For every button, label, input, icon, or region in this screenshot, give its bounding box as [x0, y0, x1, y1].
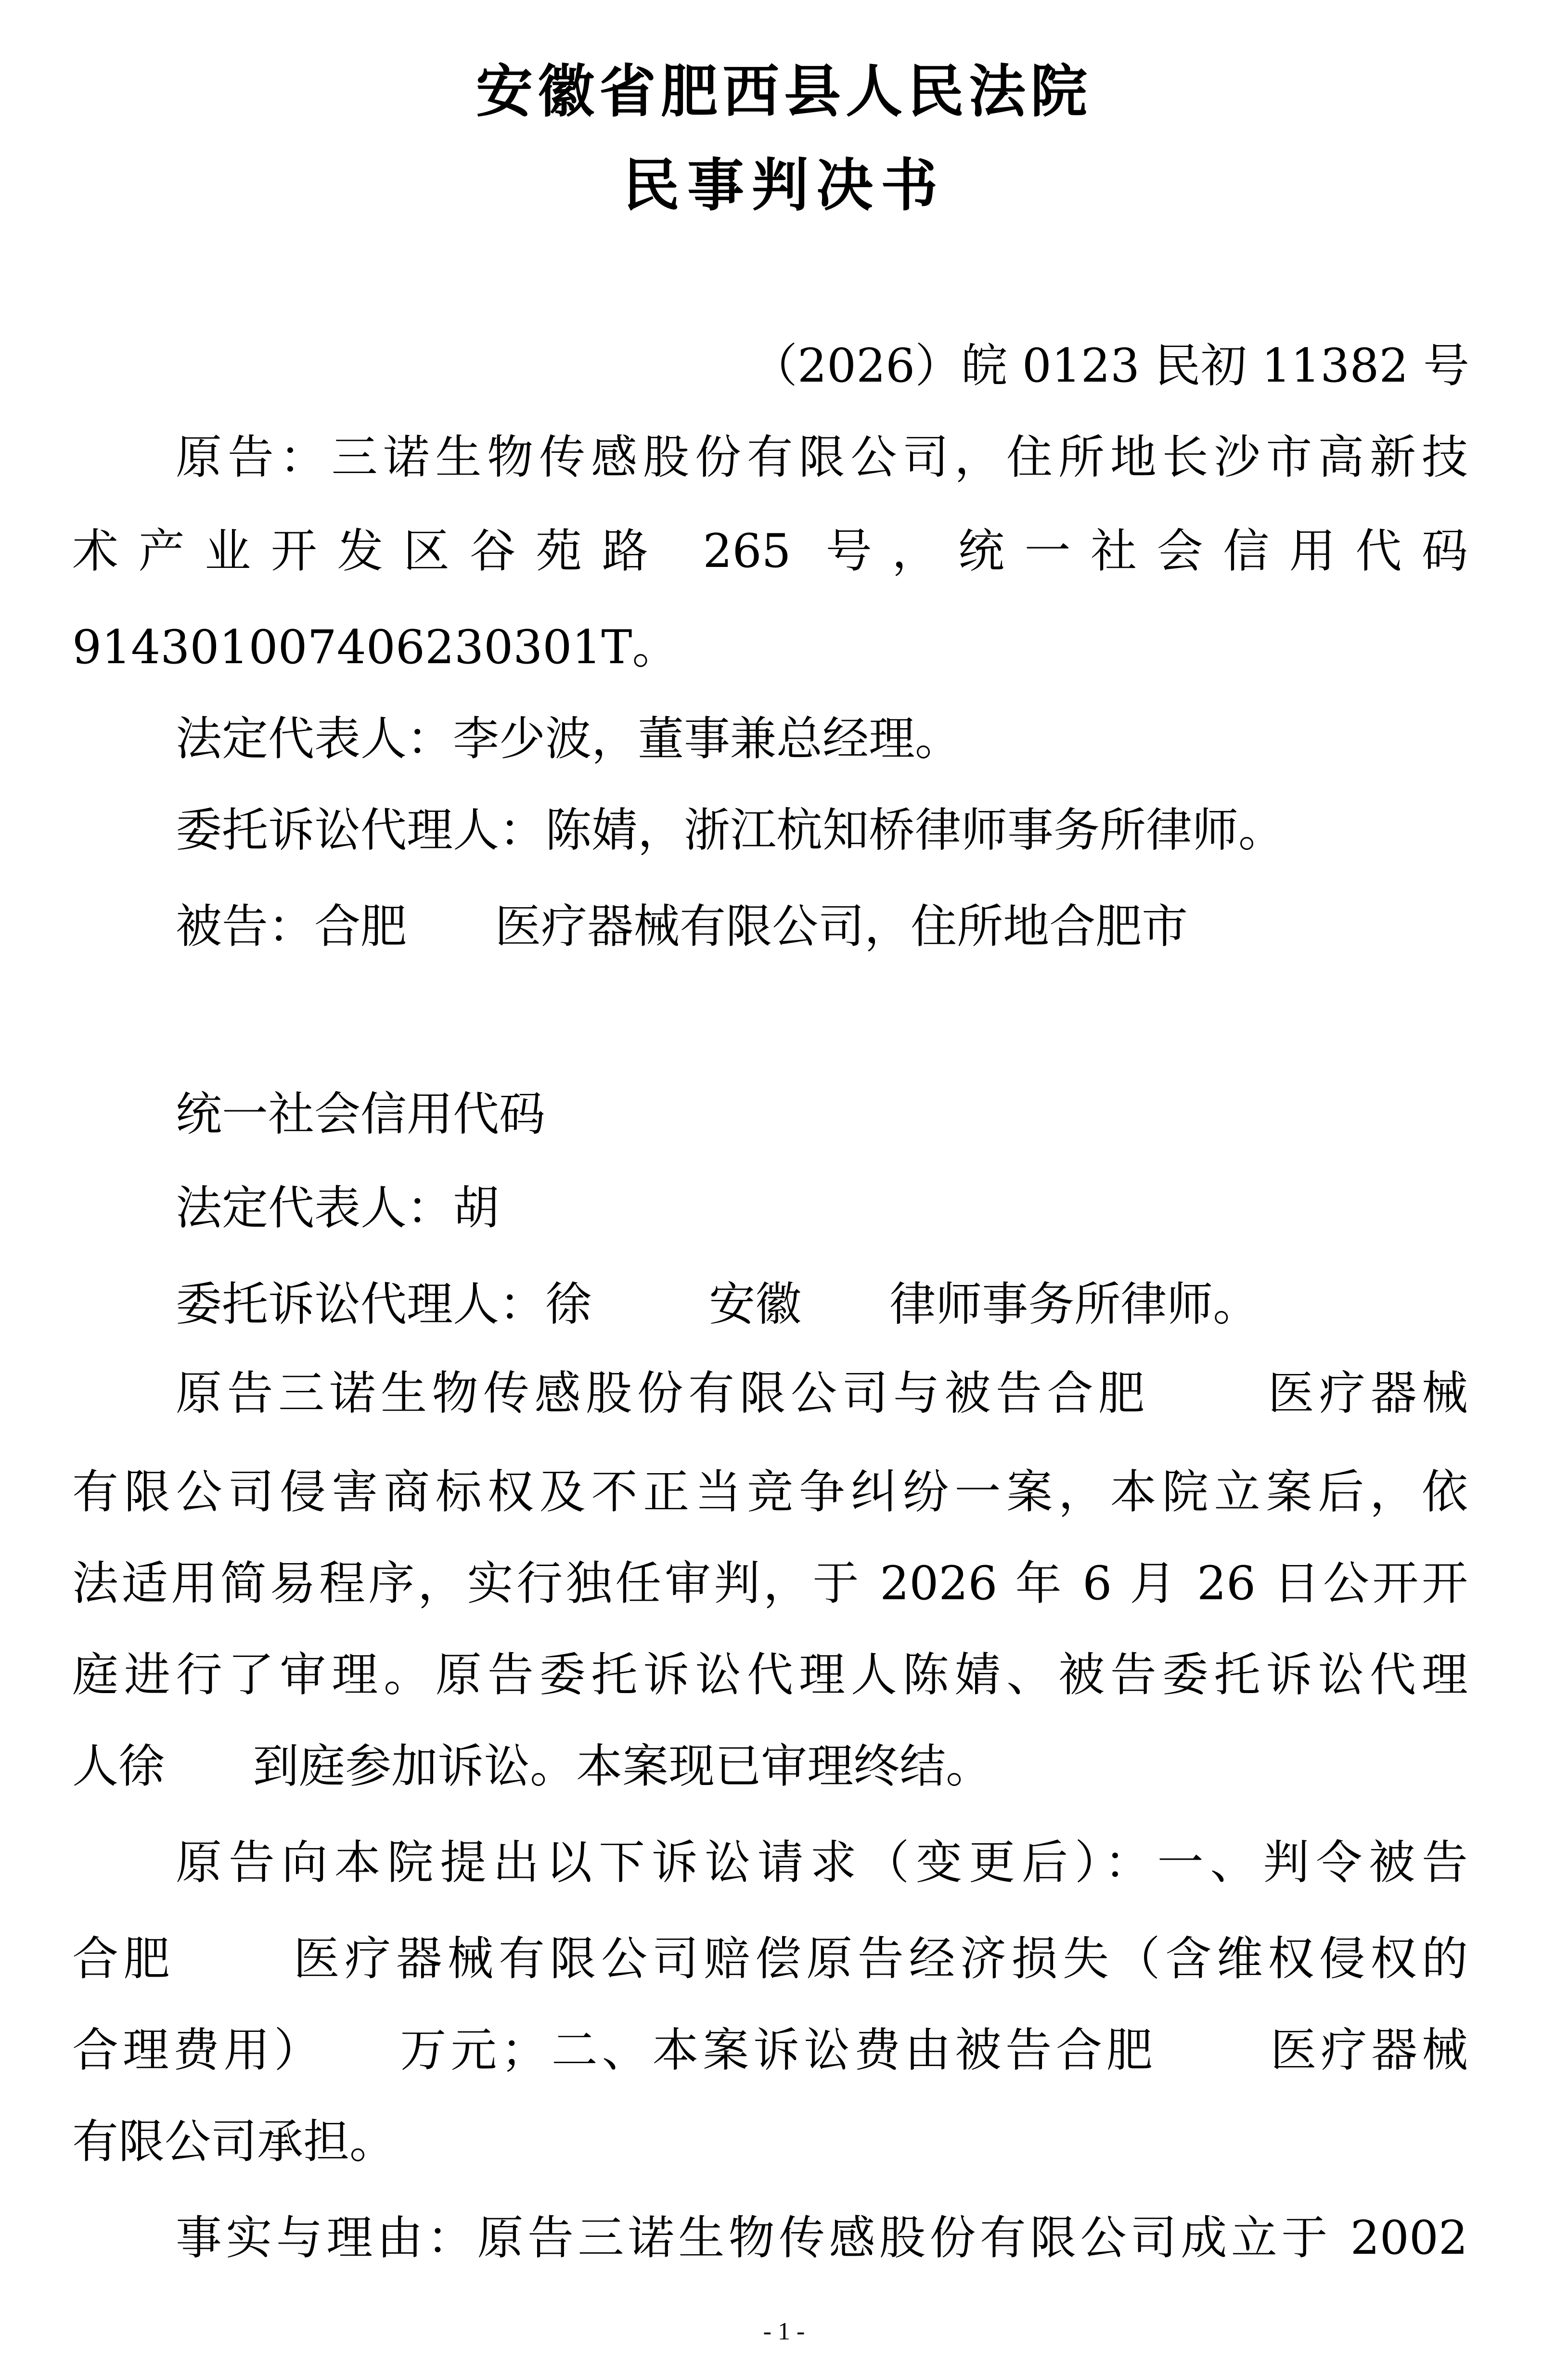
para1-line-5: 人徐 到庭参加诉讼。本案现已审理终结。	[72, 1739, 992, 1793]
case-number: （2026）皖 0123 民初 11382 号	[751, 339, 1469, 393]
para2-line-1: 原告向本院提出以下诉讼请求（变更后）：一、判令被告	[176, 1836, 1468, 1889]
court-name-title: 安徽省肥西县人民法院	[476, 58, 1092, 125]
defendant-legal-representative: 法定代表人：胡	[176, 1181, 499, 1235]
plaintiff-agent: 委托诉讼代理人：陈婧，浙江杭知桥律师事务所律师。	[176, 803, 1285, 857]
plaintiff-legal-representative: 法定代表人：李少波，董事兼总经理。	[176, 712, 961, 766]
para2-line-3: 合理费用） 万元；二、本案诉讼费由被告合肥 医疗器械	[72, 2023, 1468, 2077]
document-type-title: 民事判决书	[622, 152, 945, 218]
defendant-agent: 委托诉讼代理人：徐 安徽 律师事务所律师。	[176, 1277, 1260, 1331]
para1-line-4: 庭进行了审理。原告委托诉讼代理人陈婧、被告委托诉讼代理	[72, 1648, 1468, 1702]
para1-line-3: 法适用简易程序，实行独任审判，于 2026 年 6 月 26 日公开开	[72, 1556, 1468, 1610]
para3-line-1: 事实与理由：原告三诺生物传感股份有限公司成立于 2002	[176, 2211, 1468, 2265]
para1-line-2: 有限公司侵害商标权及不正当竞争纠纷一案，本院立案后，依	[72, 1465, 1468, 1519]
plaintiff-line-2: 术产业开发区谷苑路 265 号，统一社会信用代码	[72, 524, 1468, 578]
defendant-line: 被告：合肥 医疗器械有限公司，住所地合肥市	[176, 899, 1188, 953]
plaintiff-line-3: 914301007406230301T。	[72, 620, 679, 674]
para2-line-2: 合肥 医疗器械有限公司赔偿原告经济损失（含维权侵权的	[72, 1932, 1468, 1986]
defendant-credit-code: 统一社会信用代码	[176, 1087, 545, 1141]
para1-line-1: 原告三诺生物传感股份有限公司与被告合肥 医疗器械	[176, 1366, 1468, 1420]
plaintiff-line-1: 原告：三诺生物传感股份有限公司，住所地长沙市高新技	[176, 430, 1468, 484]
para2-line-4: 有限公司承担。	[72, 2115, 396, 2169]
page-number: - 1 -	[763, 2318, 805, 2345]
